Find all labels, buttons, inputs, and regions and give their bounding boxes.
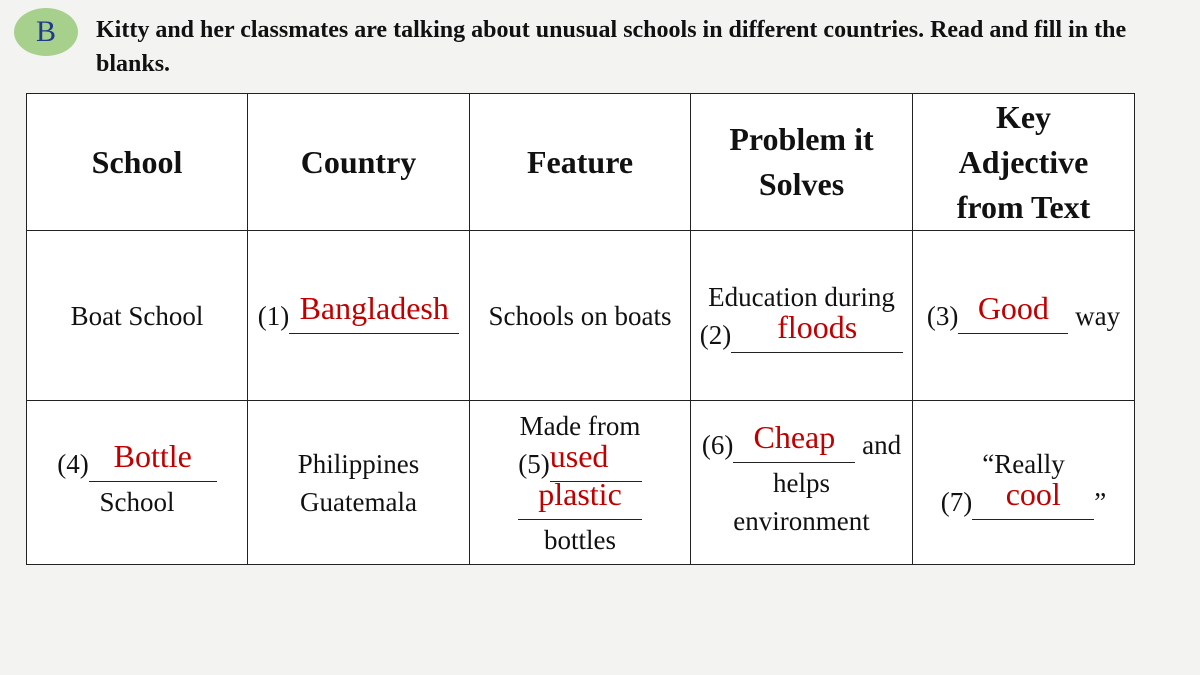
country-line: Guatemala — [300, 486, 417, 517]
header-problem-line2: Solves — [758, 166, 845, 202]
header-country: Country — [248, 94, 470, 231]
blank-number: (7) — [940, 486, 973, 517]
row1-adjective — [913, 231, 1135, 401]
answer-blank-7 — [972, 475, 1094, 520]
instructions-text: Kitty and her classmates are talking about unusual schools in different countries. Read and fill in the blanks. — [96, 17, 1127, 77]
answer-text: Bottle — [113, 437, 192, 474]
answer-text: Cheap — [753, 418, 836, 455]
problem-and: and — [862, 429, 902, 460]
adj-suffix: way — [1075, 300, 1121, 331]
blank-number: (3) — [926, 300, 959, 331]
blank-number: (1) — [257, 300, 290, 331]
row1-feature: Schools on boats — [470, 231, 691, 401]
answer-blank-1 — [289, 289, 459, 334]
row2-feature — [470, 401, 691, 565]
answer-text: Bangladesh — [299, 289, 449, 326]
problem-line: Education during — [708, 281, 895, 312]
table-row — [27, 231, 1135, 401]
blank-number: (2) — [699, 319, 732, 350]
answer-blank-5b — [518, 475, 642, 520]
feature-line: bottles — [544, 524, 616, 555]
header-adj-line3: from Text — [956, 188, 1091, 225]
row2-adjective — [913, 401, 1135, 565]
blank-number: (4) — [57, 448, 89, 479]
answer-text: floods — [777, 308, 858, 345]
row2-problem — [691, 401, 913, 565]
header-feature: Feature — [470, 94, 691, 231]
row2-school — [27, 401, 248, 565]
country-line: Philippines — [297, 448, 420, 479]
answer-text: used — [549, 437, 609, 474]
answer-text: Good — [977, 289, 1049, 326]
feature-line: Made from — [519, 410, 641, 441]
header-row — [27, 94, 1135, 231]
worksheet-table — [26, 93, 1135, 565]
answer-blank-3 — [958, 289, 1068, 334]
row1-problem — [691, 231, 913, 401]
section-label: B — [35, 15, 56, 48]
header-problem — [691, 94, 913, 231]
adj-close-quote: ” — [1094, 486, 1107, 517]
blank-number: (5) — [518, 448, 550, 479]
adj-line: “Really — [982, 448, 1065, 479]
answer-text: plastic — [538, 475, 622, 512]
table-row — [27, 401, 1135, 565]
answer-blank-4 — [89, 437, 217, 482]
row1-school: Boat School — [27, 231, 248, 401]
header-adj-line1: Key — [995, 98, 1052, 135]
row2-country — [248, 401, 470, 565]
section-badge — [14, 8, 78, 56]
row1-country — [248, 231, 470, 401]
answer-text: cool — [1005, 475, 1061, 512]
problem-line: environment — [733, 505, 870, 536]
blank-number: (6) — [701, 429, 734, 460]
school-suffix: School — [99, 486, 175, 517]
header-school: School — [27, 94, 248, 231]
problem-line: helps — [773, 467, 830, 498]
header-problem-line1: Problem it — [729, 121, 874, 157]
answer-blank-2 — [731, 308, 903, 353]
answer-blank-6 — [733, 418, 855, 463]
header-adjective — [913, 94, 1135, 231]
header-adj-line2: Adjective — [958, 143, 1089, 180]
